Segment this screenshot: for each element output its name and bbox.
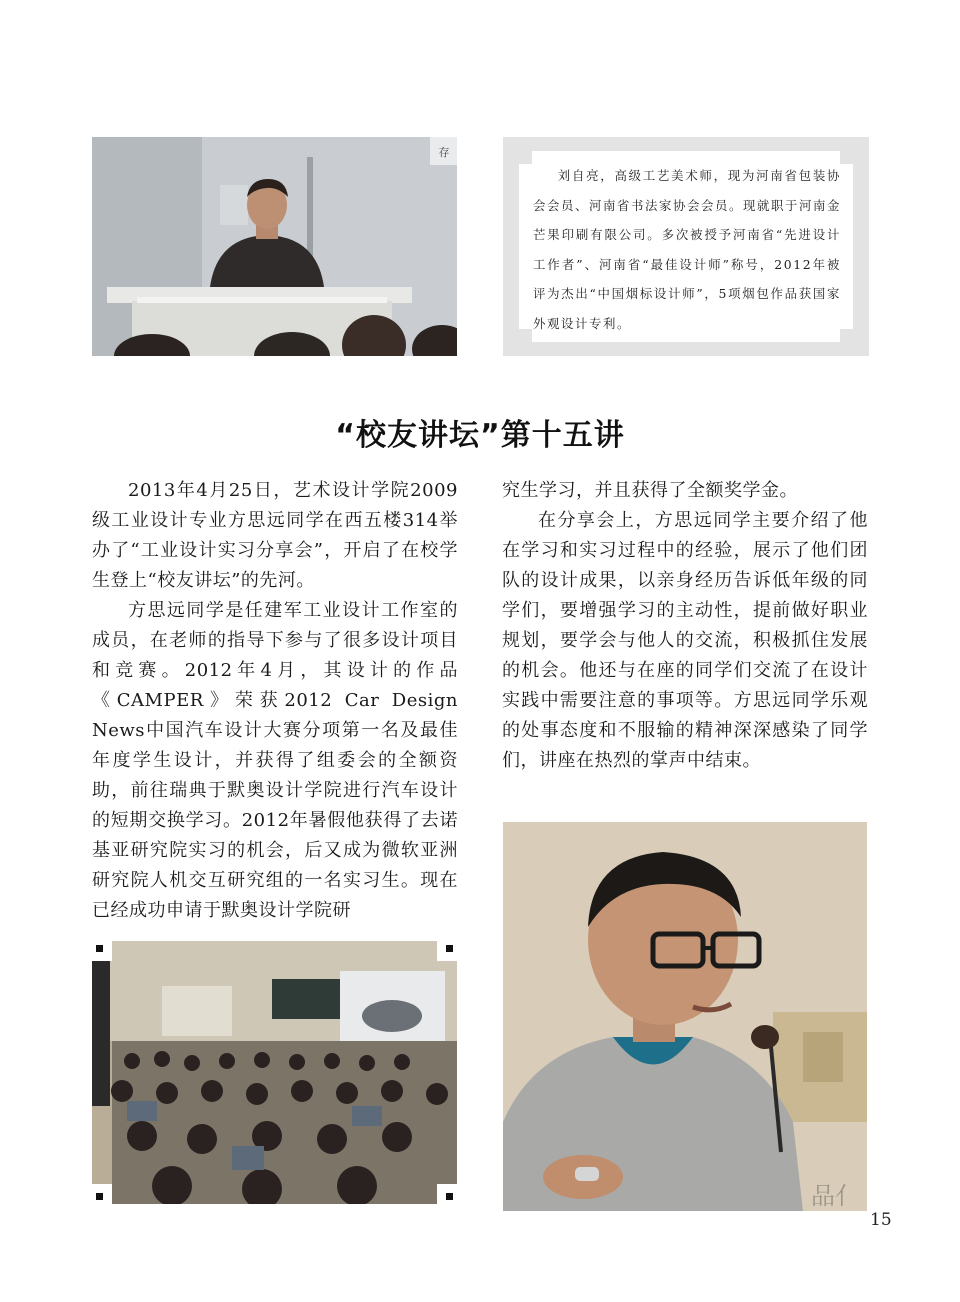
article-paragraph: 在分享会上，方思远同学主要介绍了他在学习和实习过程中的经验，展示了他们团队的设计成果，以亲身经历告诉低年级的同学们，要增强学习的主动性，提前做好职业规划，要学会与他人的交流，积极抓住发展的机会。他还与在座的同学们交流了在设计实践中需要注意的事项等。方思远同学乐观的处事态度和不服输的精神深深感染了同学们，讲座在热烈的掌声中结束。 [502,510,868,771]
article-title: “校友讲坛”第十五讲 [335,418,625,453]
article-paragraph: 2013年4月25日，艺术设计学院2009级工业设计专业方思远同学在西五楼314举办了“工业设计实习分享会”，开启了在校学生登上“校友讲坛”的先河。 [92,480,458,591]
page-number: 15 [870,1210,892,1230]
student-speaker-photo [503,822,867,1211]
bio-text: 刘自亮，高级工艺美术师，现为河南省包装协会会员、河南省书法家协会会员。现就职于河南金芒果印刷有限公司。多次被授予河南省“先进设计工作者”、河南省“最佳设计师”称号，2012年被评为杰出“中国烟标设计师”，5项烟包作品获国家外观设计专利。 [533,168,841,331]
corner-ornament [840,329,854,343]
corner-ornament [518,329,532,343]
corner-ornament [518,150,532,164]
bio-box [503,137,869,356]
speaker-photo [92,137,457,356]
article-paragraph-continued: 究生学习，并且获得了全额奖学金。 [502,480,798,501]
wall-sign-text: 品亻 [811,1182,859,1210]
audience-photo [92,941,457,1204]
article-column-left [92,476,458,926]
wall-sign-text: 存 [438,146,450,159]
corner-ornament [840,150,854,164]
bio-inner-panel [519,151,853,342]
article-column-right [502,476,868,776]
article-paragraph: 方思远同学是任建军工业设计工作室的成员，在老师的指导下参与了很多设计项目和竞赛。2012年4月，其设计的作品《CAMPER》荣获2012 Car Design News中国汽车设计大赛分项第一名及最佳年度学生设计，并获得了组委会的全额资助，前往瑞典于默奥设计学院进行汽车设计的短期交换学习。2012年暑假他获得了去诺基亚研究院实习的机会，后又成为微软亚洲研究院人机交互研究组的一名实习生。现在已经成功申请于默奥设计学院研 [92,600,458,921]
